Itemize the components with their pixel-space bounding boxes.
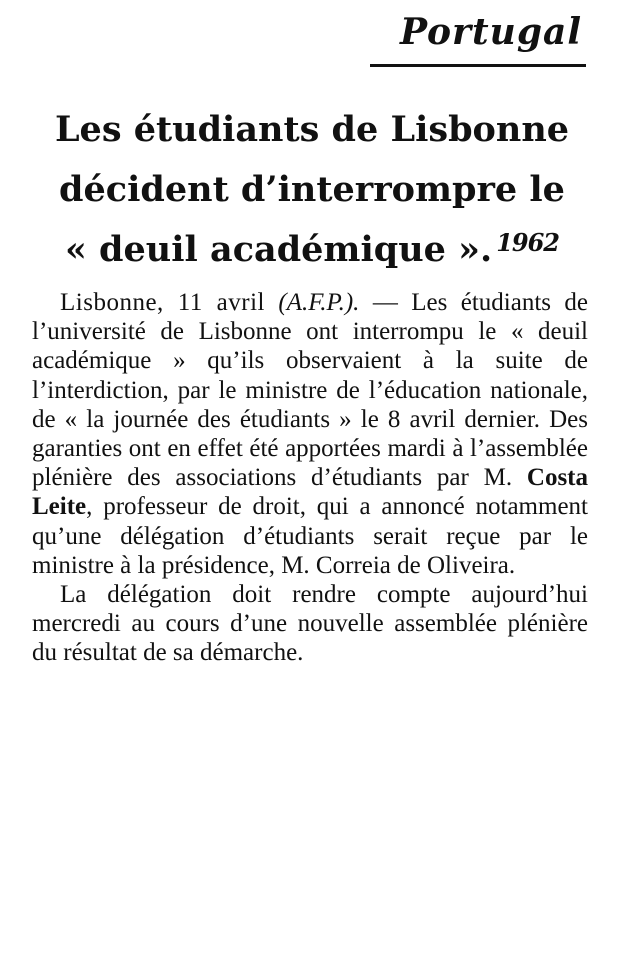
article-body <box>32 288 588 668</box>
headline-line-1: Les étudiants de Lisbonne <box>54 109 570 150</box>
paragraph-1-text-a: — Les étudiants de l’université de Lisbonne ont interrompu le « deuil académique » qu’ils observaient à la suite de l’interdiction, par le ministre de l’éducation nationale, de « la journée des étudiants » le 8 avril dernier. Des garanties ont en effet été apportées mardi à l’assemblée plénière des associations d’étudiants par M. <box>32 289 589 492</box>
news-agency: (A.F.P.). <box>278 289 360 316</box>
headline <box>24 100 600 283</box>
section-rule <box>370 64 586 67</box>
paragraph-1-text-b: , professeur de droit, qui a annoncé notamment qu’une délégation d’étudiants serait reçue par le ministre à la présidence, M. Correia de Oliveira. <box>32 493 588 579</box>
section-label: Portugal <box>399 11 582 53</box>
headline-line-3 <box>24 220 600 283</box>
article-paragraph-2: La délégation doit rendre compte aujourd’hui mercredi au cours d’une nouvelle assemblée plénière du résultat de sa démarche. <box>32 581 588 667</box>
person-name-bold: Costa Leite <box>32 464 588 521</box>
headline-line-3-text: « deuil académique ». <box>65 229 493 270</box>
article-paragraph-1 <box>32 288 588 580</box>
headline-line-2: décident d’interrompre le <box>59 169 565 210</box>
dateline: Lisbonne, 11 avril <box>60 289 265 316</box>
handwritten-year-annotation: 1962 <box>496 228 559 257</box>
